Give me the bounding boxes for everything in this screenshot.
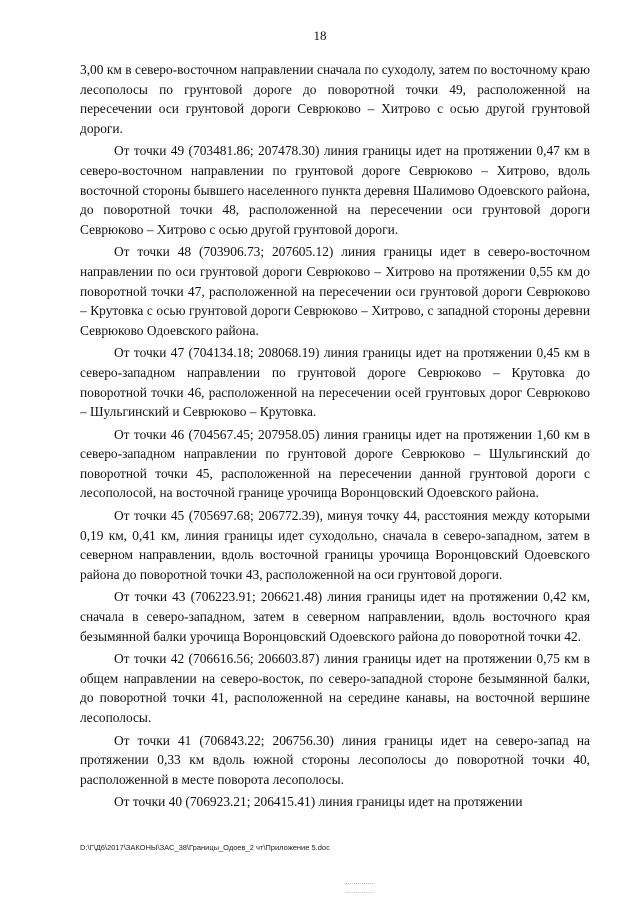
page-number: 18 (313, 28, 327, 43)
paragraph-7: От точки 43 (706223.91; 206621.48) линия границы идет на протяжении 0,42 км, сначала в северо-западном, затем в северном направлении, вдоль восточного края безымянной балки урочища Воронцовский Одоевского района до поворотной точки 42. (80, 589, 590, 644)
paragraph-5: От точки 46 (704567.45; 207958.05) линия границы идет на протяжении 1,60 км в северо-западном направлении по грунтовой дороге Севрюково – Шульгинский до поворотной точки 45, расположенной на пересечении данной грунтовой дороги с лесополосой, на восточной границе урочища Воронцовский Одоевского района. (80, 426, 590, 501)
paragraph-2: От точки 49 (703481.86; 207478.30) линия границы идет на протяжении 0,47 км в северо-восточном направлении по грунтовой дороге Севрюково – Хитрово, вдоль восточной стороны бывшего населенного пункта деревня Шалимово Одоевского района, до поворотной точки 48, расположенной на пересечении оси грунтовой дороги Севрюково – Хитрово с осью другой грунтовой дороги. (80, 143, 590, 237)
paragraph-10: От точки 40 (706923.21; 206415.41) линия границы идет на протяжении (114, 794, 523, 810)
paragraph-8: От точки 42 (706616.56; 206603.87) линия границы идет на протяжении 0,75 км в общем направлении на северо-восток, по северо-западной стороне безымянной балки, до поворотной точки 41, расположенной на середине канавы, на восточной вершине лесополосы. (80, 651, 590, 725)
scan-artifact (345, 883, 373, 893)
paragraph-1: 3,00 км в северо-восточном направлении сначала по суходолу, затем по восточному краю лесополосы по грунтовой дороге до поворотной точки 49, расположенной на пересечении оси грунтовой дороги Севрюково – Хитрово с осью другой грунтовой дороги. (80, 62, 590, 136)
footer-file-path: D:\Г\Д6\2017\ЗАКОНЫ\ЗАС_38\Границы_Одоев_2 чт\Приложение 5.doc (80, 843, 330, 852)
paragraph-9: От точки 41 (706843.22; 206756.30) линия границы идет на северо-запад на протяжении 0,33 км вдоль южной стороны лесополосы до поворотной точки 40, расположенной в месте поворота лесополосы. (80, 732, 590, 787)
paragraph-3: От точки 48 (703906.73; 207605.12) линия границы идет в северо-восточном направлении по оси грунтовой дороги Севрюково – Хитрово на протяжении 0,55 км до поворотной точки 47, расположенной на пересечении оси грунтовой дороги Севрюково – Крутовка с осью грунтовой дороги Севрюково – Хитрово, с западной стороны деревни Севрюково Одоевского района. (80, 244, 590, 338)
paragraph-4: От точки 47 (704134.18; 208068.19) линия границы идет на протяжении 0,45 км в северо-западном направлении по грунтовой дороге Севрюково – Крутовка до поворотной точки 46, расположенной на пересечении осей грунтовых дорог Севрюково – Шульгинский и Севрюково – Крутовка. (80, 345, 590, 420)
document-body (80, 60, 590, 815)
paragraph-6: От точки 45 (705697.68; 206772.39), минуя точку 44, расстояния между которыми 0,19 км, 0,41 км, линия границы идет суходольно, сначала в северо-западном, затем в северном направлении, вдоль восточной границы урочища Воронцовский Одоевского района до поворотной точки 43, расположенной на оси грунтовой дороги. (80, 508, 590, 582)
